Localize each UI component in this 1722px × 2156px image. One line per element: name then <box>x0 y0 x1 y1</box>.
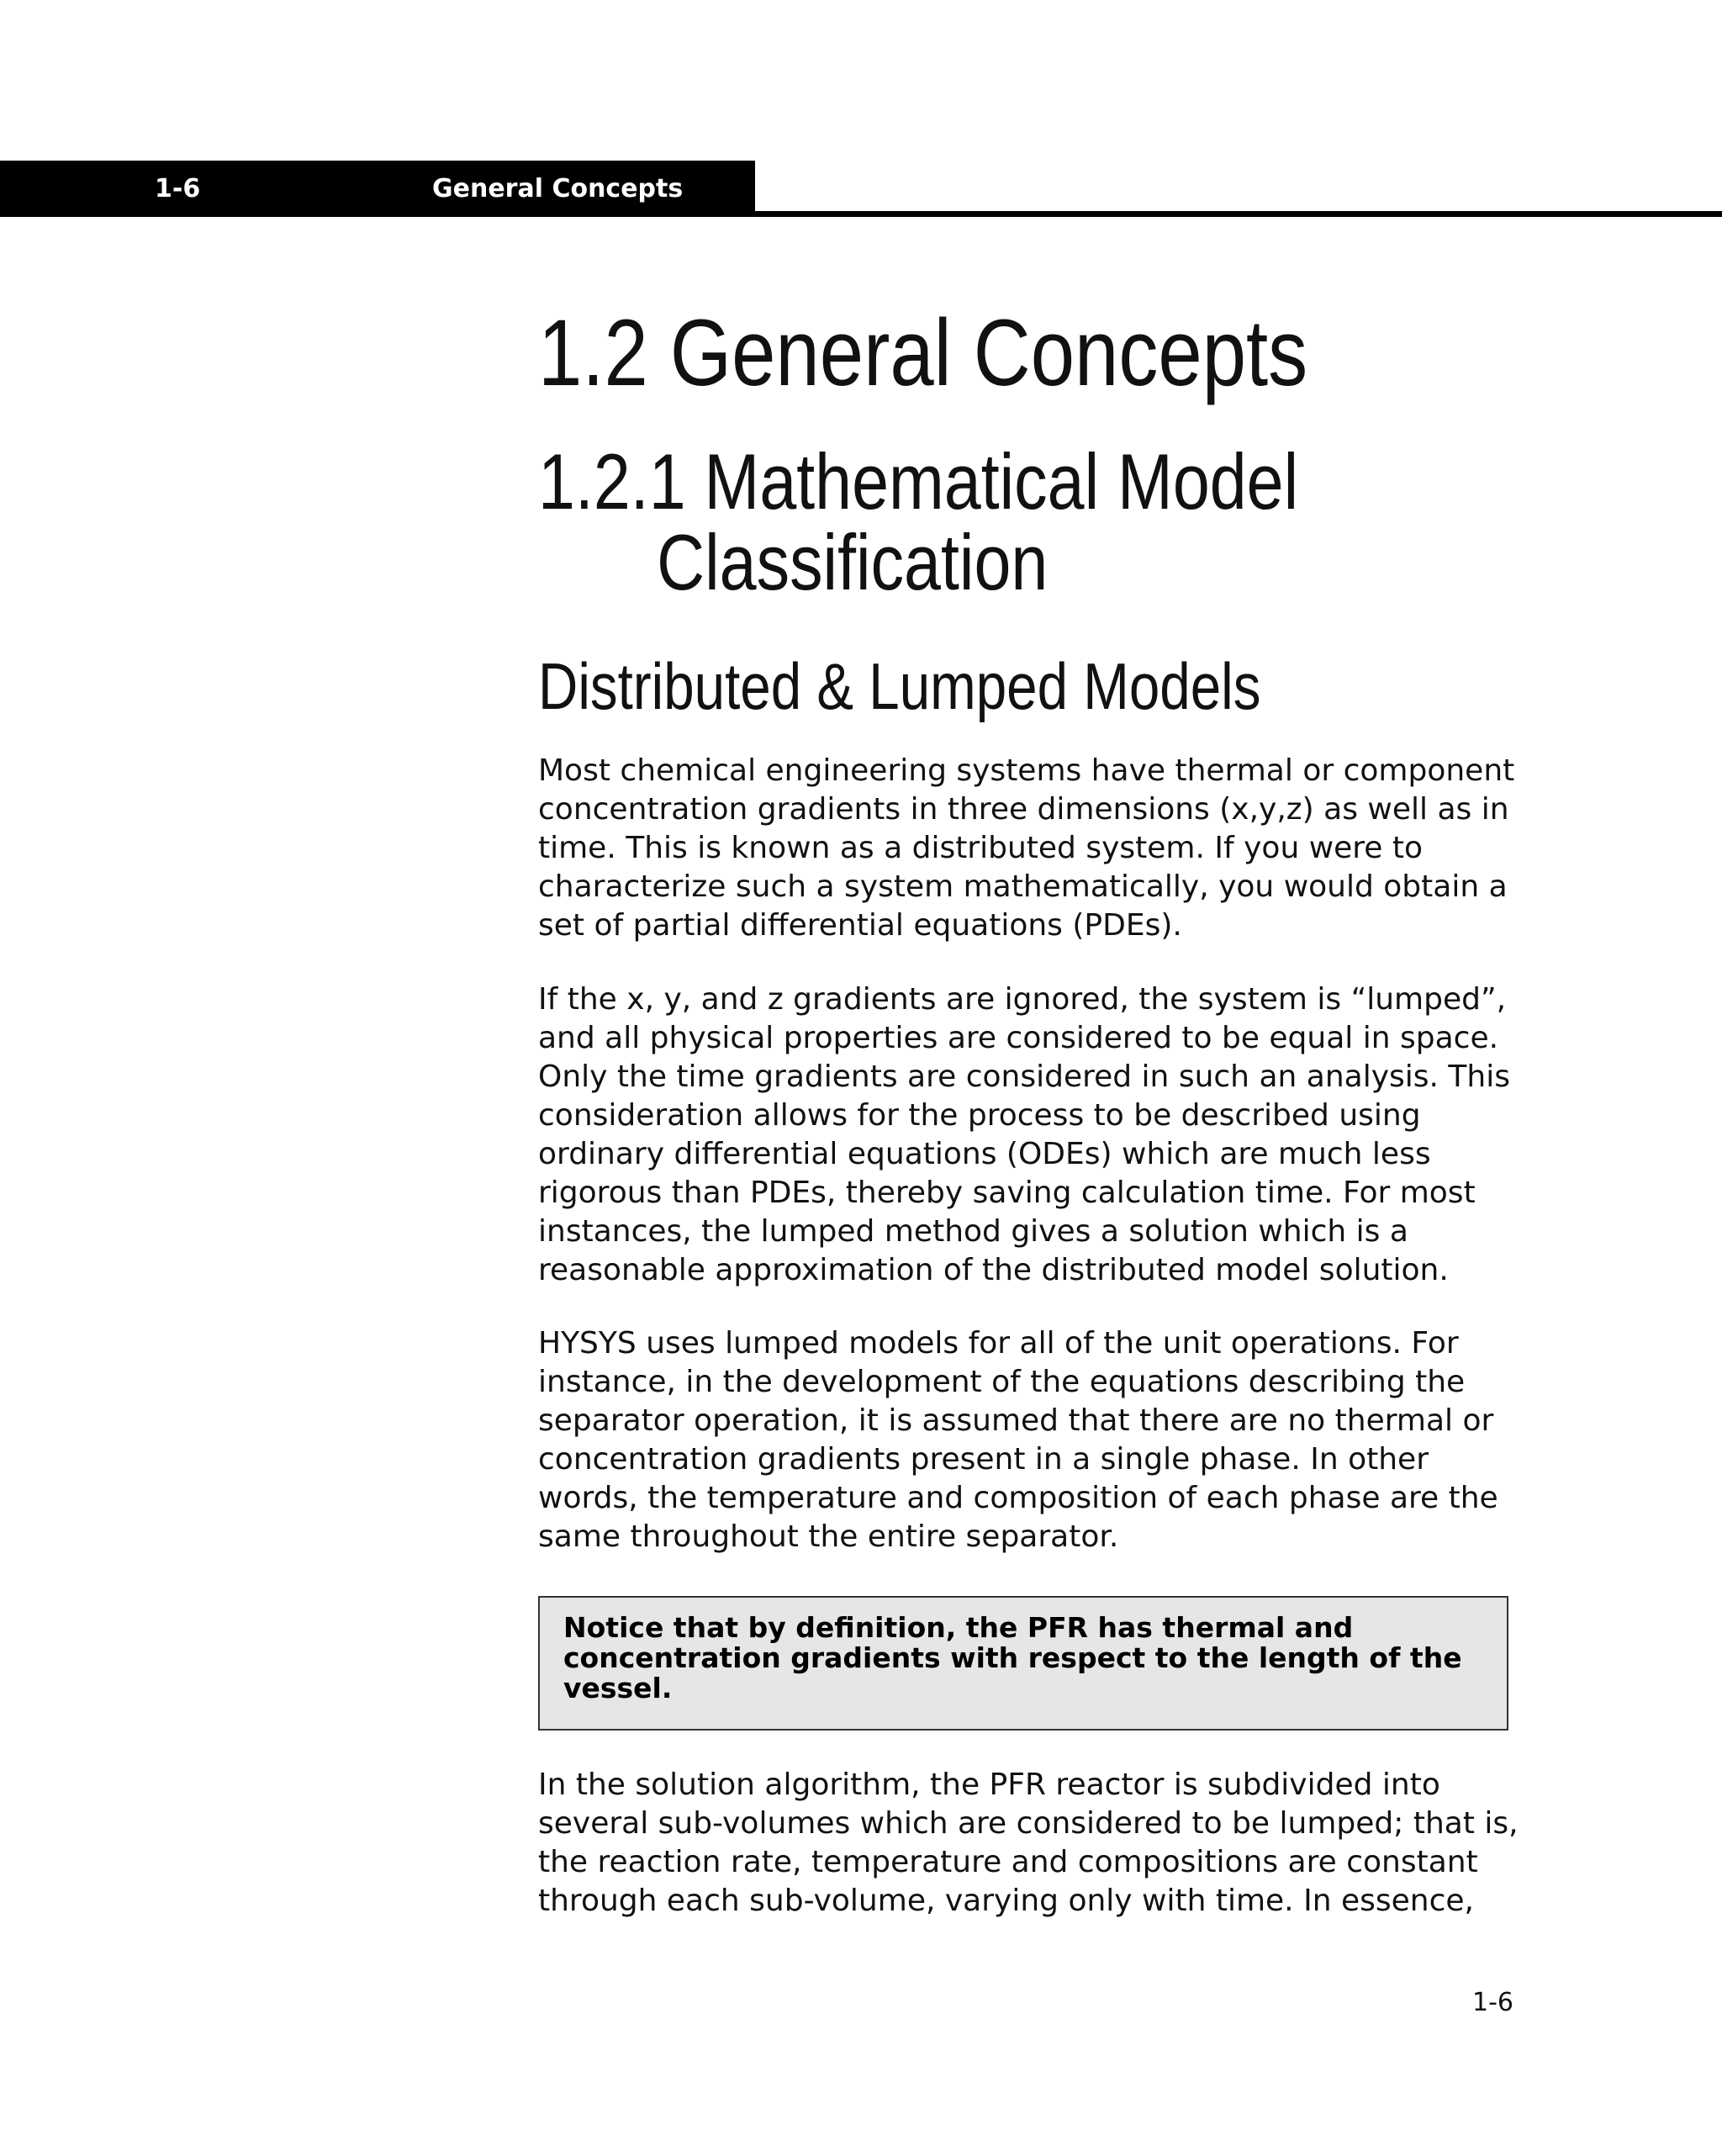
paragraph-line: separator operation, it is assumed that there are no thermal or <box>538 1403 1494 1438</box>
paragraph-line: instance, in the development of the equations describing the <box>538 1365 1466 1399</box>
topic-heading: Distributed & Lumped Models <box>538 649 1261 723</box>
paragraph-hysys-lumped-models <box>538 1324 1513 1556</box>
paragraph-line: set of partial differential equations (PDEs). <box>538 908 1182 943</box>
paragraph-line: same throughout the entire separator. <box>538 1519 1119 1554</box>
paragraph-line: characterize such a system mathematically, you would obtain a <box>538 869 1508 904</box>
paragraph-line: HYSYS uses lumped models for all of the unit operations. For <box>538 1326 1459 1361</box>
subsection-heading <box>538 437 1299 606</box>
header-rule <box>755 211 1722 217</box>
note-text <box>563 1613 1483 1704</box>
subsection-heading-line-1: 1.2.1 Mathematical Model <box>538 437 1299 526</box>
paragraph-line: through each sub-volume, varying only with time. In essence, <box>538 1884 1474 1918</box>
header-page-number: 1-6 <box>155 174 201 203</box>
paragraph-line: concentration gradients present in a single phase. In other <box>538 1442 1429 1477</box>
paragraph-line: reasonable approximation of the distributed model solution. <box>538 1253 1449 1287</box>
note-line: concentration gradients with respect to the length of the <box>563 1641 1462 1674</box>
header-section-title: General Concepts <box>432 174 684 203</box>
paragraph-pfr-algorithm <box>538 1766 1519 1921</box>
paragraph-line: words, the temperature and composition of each phase are the <box>538 1481 1498 1515</box>
paragraph-line: In the solution algorithm, the PFR reactor is subdivided into <box>538 1768 1440 1802</box>
paragraph-line: rigorous than PDEs, thereby saving calculation time. For most <box>538 1176 1476 1210</box>
paragraph-line: consideration allows for the process to be described using <box>538 1098 1421 1133</box>
section-heading: 1.2 General Concepts <box>538 300 1308 405</box>
paragraph-line: If the x, y, and z gradients are ignored, the system is “lumped”, <box>538 982 1507 1017</box>
paragraph-line: several sub-volumes which are considered to be lumped; that is, <box>538 1806 1519 1841</box>
subsection-heading-line-2: Classification <box>657 518 1049 606</box>
paragraph-line: ordinary differential equations (ODEs) which are much less <box>538 1137 1431 1171</box>
paragraph-line: instances, the lumped method gives a solution which is a <box>538 1214 1408 1249</box>
paragraph-line: Most chemical engineering systems have thermal or component <box>538 753 1515 788</box>
paragraph-line: time. This is known as a distributed system. If you were to <box>538 831 1424 865</box>
footer-page-number: 1-6 <box>1472 1988 1513 2017</box>
paragraph-line: concentration gradients in three dimensions (x,y,z) as well as in <box>538 792 1509 827</box>
paragraph-distributed-systems <box>538 752 1513 945</box>
note-line: Notice that by definition, the PFR has thermal and <box>563 1611 1354 1644</box>
paragraph-line: the reaction rate, temperature and compositions are constant <box>538 1845 1478 1879</box>
note-box <box>538 1596 1508 1731</box>
paragraph-line: and all physical properties are considered to be equal in space. <box>538 1021 1499 1055</box>
paragraph-lumped-systems <box>538 980 1513 1290</box>
paragraph-line: Only the time gradients are considered in such an analysis. This <box>538 1060 1510 1094</box>
note-line: vessel. <box>563 1672 673 1704</box>
